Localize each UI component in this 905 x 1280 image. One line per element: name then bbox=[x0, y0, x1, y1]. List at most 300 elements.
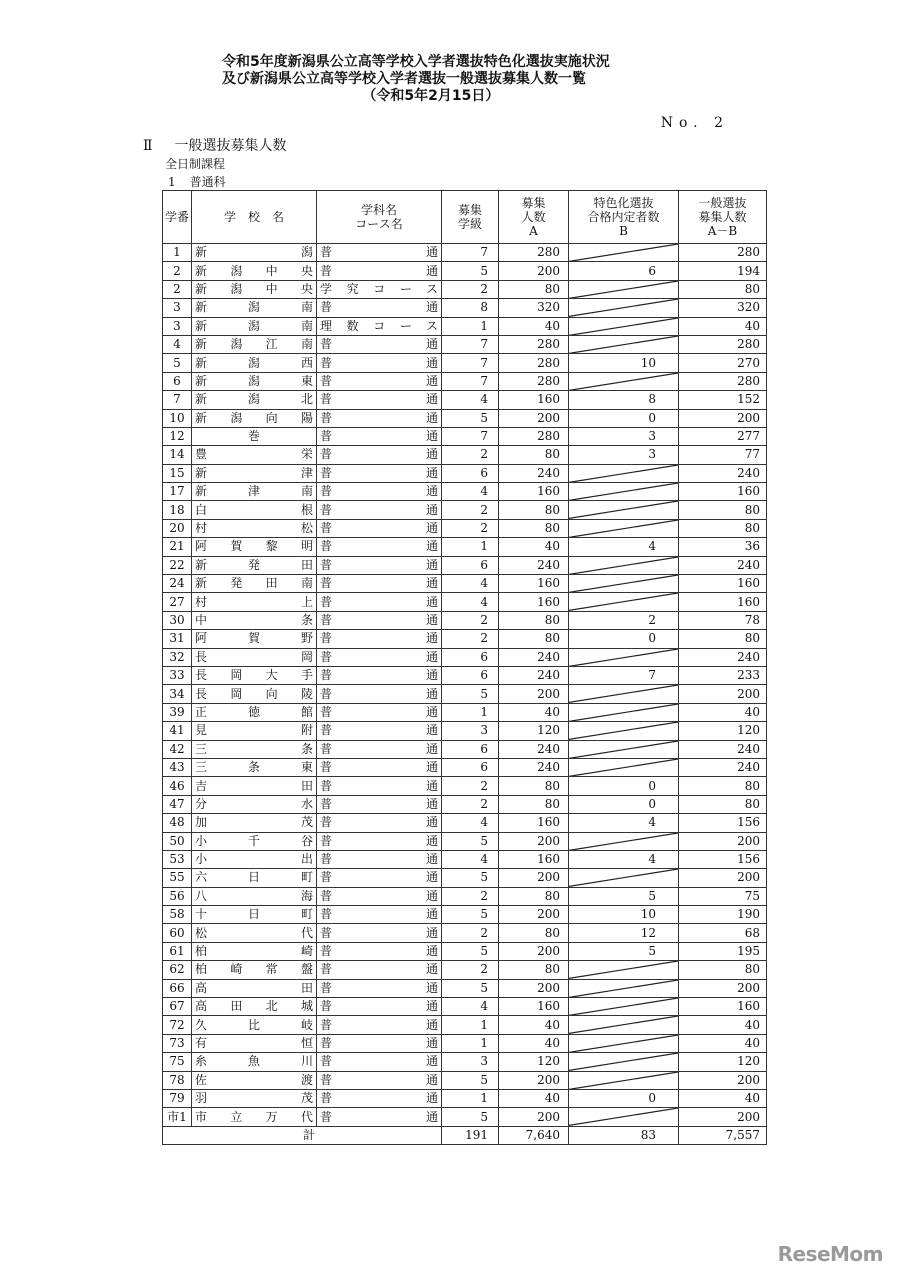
general-capacity: 80 bbox=[679, 280, 767, 298]
school-name: 新津 bbox=[192, 464, 317, 482]
capacity-a: 120 bbox=[499, 1053, 569, 1071]
classes-count: 5 bbox=[442, 979, 499, 997]
capacity-a: 80 bbox=[499, 280, 569, 298]
general-capacity: 156 bbox=[679, 850, 767, 868]
course-name: 普通 bbox=[317, 869, 442, 887]
course-name: 理数コース bbox=[317, 317, 442, 335]
classes-count: 6 bbox=[442, 648, 499, 666]
general-capacity: 195 bbox=[679, 942, 767, 960]
capacity-a: 160 bbox=[499, 998, 569, 1016]
row-number: 4 bbox=[163, 335, 192, 353]
capacity-a: 40 bbox=[499, 538, 569, 556]
general-capacity: 40 bbox=[679, 703, 767, 721]
not-applicable-slash bbox=[569, 318, 678, 335]
course-name: 普通 bbox=[317, 703, 442, 721]
general-capacity: 200 bbox=[679, 979, 767, 997]
row-number: 39 bbox=[163, 703, 192, 721]
row-number: 14 bbox=[163, 446, 192, 464]
general-capacity: 240 bbox=[679, 740, 767, 758]
header-school: 学 校 名 bbox=[192, 191, 317, 244]
classes-count: 1 bbox=[442, 538, 499, 556]
general-capacity: 80 bbox=[679, 630, 767, 648]
classes-count: 5 bbox=[442, 262, 499, 280]
title-line-2: 及び新潟県公立高等学校入学者選抜一般選抜募集人数一覧 bbox=[222, 71, 586, 87]
row-number: 30 bbox=[163, 611, 192, 629]
not-applicable-slash bbox=[569, 1016, 678, 1033]
classes-count: 1 bbox=[442, 1016, 499, 1034]
school-name: 長岡大手 bbox=[192, 666, 317, 684]
school-name: 新潟中央 bbox=[192, 280, 317, 298]
course-name: 普通 bbox=[317, 648, 442, 666]
school-name: 高田北城 bbox=[192, 998, 317, 1016]
not-applicable-slash bbox=[569, 373, 678, 390]
course-name: 普通 bbox=[317, 575, 442, 593]
school-name: 新潟西 bbox=[192, 354, 317, 372]
special-admit-b bbox=[569, 372, 679, 390]
special-admit-b bbox=[569, 979, 679, 997]
table-row bbox=[163, 795, 767, 813]
general-capacity: 240 bbox=[679, 758, 767, 776]
school-name: 豊栄 bbox=[192, 446, 317, 464]
special-admit-b bbox=[569, 1053, 679, 1071]
course-name: 普通 bbox=[317, 777, 442, 795]
special-admit-b bbox=[569, 722, 679, 740]
course-name: 普通 bbox=[317, 299, 442, 317]
course-name: 普通 bbox=[317, 795, 442, 813]
not-applicable-slash bbox=[569, 575, 678, 592]
classes-count: 1 bbox=[442, 317, 499, 335]
table-row bbox=[163, 703, 767, 721]
row-number: 47 bbox=[163, 795, 192, 813]
special-admit-b bbox=[569, 1034, 679, 1052]
row-number: 10 bbox=[163, 409, 192, 427]
table-row bbox=[163, 262, 767, 280]
row-number: 34 bbox=[163, 685, 192, 703]
not-applicable-slash bbox=[569, 557, 678, 574]
special-admit-b bbox=[569, 556, 679, 574]
row-number: 12 bbox=[163, 427, 192, 445]
school-name: 小出 bbox=[192, 850, 317, 868]
school-name: 新潟南 bbox=[192, 317, 317, 335]
school-name: 松代 bbox=[192, 924, 317, 942]
general-capacity: 200 bbox=[679, 832, 767, 850]
course-name: 普通 bbox=[317, 1089, 442, 1107]
classes-count: 6 bbox=[442, 758, 499, 776]
special-admit-b bbox=[569, 685, 679, 703]
table-row bbox=[163, 666, 767, 684]
special-admit-b bbox=[569, 299, 679, 317]
school-name: 阿賀黎明 bbox=[192, 538, 317, 556]
total-label: 計 bbox=[163, 1126, 442, 1144]
course-name: 普通 bbox=[317, 501, 442, 519]
course-name: 普通 bbox=[317, 1053, 442, 1071]
course-name: 普通 bbox=[317, 1016, 442, 1034]
general-capacity: 277 bbox=[679, 427, 767, 445]
course-name: 普通 bbox=[317, 446, 442, 464]
not-applicable-slash bbox=[569, 869, 678, 886]
not-applicable-slash bbox=[569, 1053, 678, 1070]
school-name: 十日町 bbox=[192, 906, 317, 924]
not-applicable-slash bbox=[569, 501, 678, 518]
special-admit-b: 0 bbox=[569, 409, 679, 427]
course-name: 普通 bbox=[317, 409, 442, 427]
row-number: 2 bbox=[163, 280, 192, 298]
special-admit-b: 3 bbox=[569, 427, 679, 445]
general-capacity: 40 bbox=[679, 1016, 767, 1034]
course-name: 普通 bbox=[317, 1071, 442, 1089]
course-type: 全日制課程 bbox=[165, 157, 226, 171]
table-row bbox=[163, 1053, 767, 1071]
special-admit-b bbox=[569, 869, 679, 887]
school-name: 糸魚川 bbox=[192, 1053, 317, 1071]
special-admit-b bbox=[569, 335, 679, 353]
school-name: 分水 bbox=[192, 795, 317, 813]
capacity-a: 240 bbox=[499, 648, 569, 666]
table-row bbox=[163, 740, 767, 758]
classes-count: 4 bbox=[442, 998, 499, 1016]
table-row bbox=[163, 961, 767, 979]
special-admit-b bbox=[569, 244, 679, 262]
header-b: 特色化選抜 合格内定者数 B bbox=[569, 191, 679, 244]
school-name: 吉田 bbox=[192, 777, 317, 795]
table-row bbox=[163, 850, 767, 868]
general-capacity: 194 bbox=[679, 262, 767, 280]
not-applicable-slash bbox=[569, 649, 678, 666]
school-name: 新潟東 bbox=[192, 372, 317, 390]
not-applicable-slash bbox=[569, 593, 678, 610]
table-row bbox=[163, 906, 767, 924]
course-name: 普通 bbox=[317, 758, 442, 776]
course-name: 普通 bbox=[317, 1034, 442, 1052]
not-applicable-slash bbox=[569, 741, 678, 758]
classes-count: 4 bbox=[442, 575, 499, 593]
classes-count: 4 bbox=[442, 814, 499, 832]
special-admit-b bbox=[569, 1108, 679, 1126]
general-capacity: 75 bbox=[679, 887, 767, 905]
course-name: 普通 bbox=[317, 556, 442, 574]
section-number: Ⅱ bbox=[143, 138, 153, 154]
table-row bbox=[163, 887, 767, 905]
capacity-a: 160 bbox=[499, 850, 569, 868]
general-capacity: 77 bbox=[679, 446, 767, 464]
classes-count: 2 bbox=[442, 887, 499, 905]
school-name: 市立万代 bbox=[192, 1108, 317, 1126]
capacity-a: 40 bbox=[499, 703, 569, 721]
school-name: 柏崎常盤 bbox=[192, 961, 317, 979]
special-admit-b bbox=[569, 501, 679, 519]
course-name: 普通 bbox=[317, 666, 442, 684]
special-admit-b: 2 bbox=[569, 611, 679, 629]
course-name: 普通 bbox=[317, 1108, 442, 1126]
total-a: 7,640 bbox=[499, 1126, 569, 1144]
general-capacity: 160 bbox=[679, 998, 767, 1016]
general-capacity: 78 bbox=[679, 611, 767, 629]
course-name: 普通 bbox=[317, 464, 442, 482]
capacity-a: 240 bbox=[499, 464, 569, 482]
row-number: 18 bbox=[163, 501, 192, 519]
school-name: 新発田 bbox=[192, 556, 317, 574]
capacity-a: 200 bbox=[499, 1071, 569, 1089]
special-admit-b bbox=[569, 740, 679, 758]
row-number: 1 bbox=[163, 244, 192, 262]
header-no: 学番 bbox=[163, 191, 192, 244]
classes-count: 4 bbox=[442, 483, 499, 501]
header-classes: 募集 学級 bbox=[442, 191, 499, 244]
special-admit-b: 0 bbox=[569, 777, 679, 795]
general-capacity: 160 bbox=[679, 593, 767, 611]
special-admit-b bbox=[569, 1016, 679, 1034]
special-admit-b bbox=[569, 593, 679, 611]
special-admit-b bbox=[569, 1071, 679, 1089]
special-admit-b: 10 bbox=[569, 906, 679, 924]
capacity-a: 200 bbox=[499, 409, 569, 427]
special-admit-b: 0 bbox=[569, 795, 679, 813]
total-row bbox=[163, 1126, 767, 1144]
classes-count: 5 bbox=[442, 1071, 499, 1089]
not-applicable-slash bbox=[569, 244, 678, 261]
row-number: 50 bbox=[163, 832, 192, 850]
school-name: 正徳館 bbox=[192, 703, 317, 721]
school-name: 長岡 bbox=[192, 648, 317, 666]
course-name: 普通 bbox=[317, 685, 442, 703]
row-number: 7 bbox=[163, 391, 192, 409]
course-name: 普通 bbox=[317, 611, 442, 629]
special-admit-b bbox=[569, 758, 679, 776]
row-number: 55 bbox=[163, 869, 192, 887]
capacity-a: 80 bbox=[499, 446, 569, 464]
general-capacity: 80 bbox=[679, 795, 767, 813]
row-number: 33 bbox=[163, 666, 192, 684]
classes-count: 6 bbox=[442, 740, 499, 758]
course-name: 普通 bbox=[317, 887, 442, 905]
classes-count: 5 bbox=[442, 942, 499, 960]
special-admit-b: 0 bbox=[569, 630, 679, 648]
classes-count: 2 bbox=[442, 280, 499, 298]
general-capacity: 280 bbox=[679, 244, 767, 262]
capacity-a: 80 bbox=[499, 924, 569, 942]
special-admit-b bbox=[569, 483, 679, 501]
not-applicable-slash bbox=[569, 520, 678, 537]
general-capacity: 233 bbox=[679, 666, 767, 684]
general-capacity: 160 bbox=[679, 575, 767, 593]
school-name: 新潟江南 bbox=[192, 335, 317, 353]
school-name: 村上 bbox=[192, 593, 317, 611]
general-capacity: 240 bbox=[679, 648, 767, 666]
row-number: 6 bbox=[163, 372, 192, 390]
general-capacity: 200 bbox=[679, 1108, 767, 1126]
classes-count: 6 bbox=[442, 666, 499, 684]
capacity-a: 280 bbox=[499, 372, 569, 390]
course-name: 普通 bbox=[317, 262, 442, 280]
school-name: 柏崎 bbox=[192, 942, 317, 960]
school-name: 新潟南 bbox=[192, 299, 317, 317]
special-admit-b bbox=[569, 519, 679, 537]
general-capacity: 200 bbox=[679, 409, 767, 427]
capacity-a: 160 bbox=[499, 593, 569, 611]
school-name: 新発田南 bbox=[192, 575, 317, 593]
special-admit-b bbox=[569, 648, 679, 666]
course-name: 普通 bbox=[317, 244, 442, 262]
general-capacity: 320 bbox=[679, 299, 767, 317]
table-row bbox=[163, 1089, 767, 1107]
course-name: 普通 bbox=[317, 979, 442, 997]
table-row bbox=[163, 942, 767, 960]
school-name: 中条 bbox=[192, 611, 317, 629]
row-number: 2 bbox=[163, 262, 192, 280]
general-capacity: 240 bbox=[679, 464, 767, 482]
special-admit-b: 12 bbox=[569, 924, 679, 942]
not-applicable-slash bbox=[569, 1035, 678, 1052]
special-admit-b: 4 bbox=[569, 814, 679, 832]
row-number: 67 bbox=[163, 998, 192, 1016]
capacity-a: 280 bbox=[499, 427, 569, 445]
classes-count: 7 bbox=[442, 372, 499, 390]
table-row bbox=[163, 556, 767, 574]
total-ab: 7,557 bbox=[679, 1126, 767, 1144]
row-number: 市1 bbox=[163, 1108, 192, 1126]
row-number: 73 bbox=[163, 1034, 192, 1052]
row-number: 62 bbox=[163, 961, 192, 979]
special-admit-b: 3 bbox=[569, 446, 679, 464]
classes-count: 6 bbox=[442, 464, 499, 482]
school-name: 新潟中央 bbox=[192, 262, 317, 280]
school-name: 村松 bbox=[192, 519, 317, 537]
table-row bbox=[163, 869, 767, 887]
course-name: 普通 bbox=[317, 998, 442, 1016]
capacity-a: 80 bbox=[499, 501, 569, 519]
classes-count: 7 bbox=[442, 244, 499, 262]
title-date: （令和5年2月15日） bbox=[362, 88, 500, 104]
classes-count: 5 bbox=[442, 869, 499, 887]
department-heading bbox=[168, 173, 226, 190]
not-applicable-slash bbox=[569, 1108, 678, 1125]
classes-count: 2 bbox=[442, 501, 499, 519]
capacity-a: 240 bbox=[499, 740, 569, 758]
general-capacity: 80 bbox=[679, 519, 767, 537]
school-name: 新潟 bbox=[192, 244, 317, 262]
general-capacity: 240 bbox=[679, 556, 767, 574]
school-name: 八海 bbox=[192, 887, 317, 905]
capacity-a: 200 bbox=[499, 685, 569, 703]
row-number: 48 bbox=[163, 814, 192, 832]
course-name: 普通 bbox=[317, 942, 442, 960]
special-admit-b bbox=[569, 832, 679, 850]
section-label: 一般選抜募集人数 bbox=[174, 138, 287, 154]
table-row bbox=[163, 924, 767, 942]
row-number: 17 bbox=[163, 483, 192, 501]
table-row bbox=[163, 1071, 767, 1089]
school-name: 小千谷 bbox=[192, 832, 317, 850]
not-applicable-slash bbox=[569, 1072, 678, 1089]
page-number: No. 2 bbox=[660, 115, 729, 131]
table-row bbox=[163, 427, 767, 445]
school-name: 高田 bbox=[192, 979, 317, 997]
course-name: 普通 bbox=[317, 906, 442, 924]
general-capacity: 68 bbox=[679, 924, 767, 942]
header-ab: 一般選抜 募集人数 A－B bbox=[679, 191, 767, 244]
special-admit-b bbox=[569, 998, 679, 1016]
row-number: 66 bbox=[163, 979, 192, 997]
table-row bbox=[163, 832, 767, 850]
special-admit-b bbox=[569, 317, 679, 335]
school-name: 加茂 bbox=[192, 814, 317, 832]
row-number: 3 bbox=[163, 299, 192, 317]
course-name: 普通 bbox=[317, 372, 442, 390]
capacity-a: 200 bbox=[499, 262, 569, 280]
table-row bbox=[163, 519, 767, 537]
not-applicable-slash bbox=[569, 465, 678, 482]
table-row bbox=[163, 299, 767, 317]
row-number: 31 bbox=[163, 630, 192, 648]
section-heading bbox=[143, 135, 287, 155]
classes-count: 8 bbox=[442, 299, 499, 317]
not-applicable-slash bbox=[569, 833, 678, 850]
not-applicable-slash bbox=[569, 336, 678, 353]
row-number: 32 bbox=[163, 648, 192, 666]
department-number: 1 bbox=[168, 175, 176, 189]
table-row bbox=[163, 777, 767, 795]
classes-count: 2 bbox=[442, 446, 499, 464]
classes-count: 1 bbox=[442, 703, 499, 721]
not-applicable-slash bbox=[569, 961, 678, 978]
general-capacity: 80 bbox=[679, 501, 767, 519]
classes-count: 6 bbox=[442, 556, 499, 574]
course-name: 普通 bbox=[317, 427, 442, 445]
capacity-a: 240 bbox=[499, 556, 569, 574]
total-classes: 191 bbox=[442, 1126, 499, 1144]
table-row bbox=[163, 317, 767, 335]
table-row bbox=[163, 464, 767, 482]
special-admit-b: 7 bbox=[569, 666, 679, 684]
capacity-a: 280 bbox=[499, 335, 569, 353]
classes-count: 5 bbox=[442, 409, 499, 427]
classes-count: 5 bbox=[442, 685, 499, 703]
capacity-a: 280 bbox=[499, 354, 569, 372]
table-row bbox=[163, 1016, 767, 1034]
not-applicable-slash bbox=[569, 281, 678, 298]
table-row bbox=[163, 354, 767, 372]
not-applicable-slash bbox=[569, 998, 678, 1015]
course-name: 普通 bbox=[317, 335, 442, 353]
table-row bbox=[163, 611, 767, 629]
table-row bbox=[163, 1034, 767, 1052]
classes-count: 2 bbox=[442, 519, 499, 537]
school-name: 新津南 bbox=[192, 483, 317, 501]
row-number: 21 bbox=[163, 538, 192, 556]
classes-count: 2 bbox=[442, 961, 499, 979]
row-number: 42 bbox=[163, 740, 192, 758]
row-number: 3 bbox=[163, 317, 192, 335]
capacity-a: 40 bbox=[499, 1089, 569, 1107]
general-capacity: 270 bbox=[679, 354, 767, 372]
general-capacity: 80 bbox=[679, 777, 767, 795]
total-b: 83 bbox=[569, 1126, 679, 1144]
capacity-a: 200 bbox=[499, 942, 569, 960]
general-capacity: 280 bbox=[679, 335, 767, 353]
school-name: 久比岐 bbox=[192, 1016, 317, 1034]
course-name: 学究コース bbox=[317, 280, 442, 298]
not-applicable-slash bbox=[569, 722, 678, 739]
table-row bbox=[163, 501, 767, 519]
row-number: 22 bbox=[163, 556, 192, 574]
course-name: 普通 bbox=[317, 391, 442, 409]
classes-count: 7 bbox=[442, 335, 499, 353]
course-name: 普通 bbox=[317, 519, 442, 537]
capacity-a: 80 bbox=[499, 887, 569, 905]
capacity-a: 280 bbox=[499, 244, 569, 262]
table-row bbox=[163, 409, 767, 427]
school-name: 三条 bbox=[192, 740, 317, 758]
